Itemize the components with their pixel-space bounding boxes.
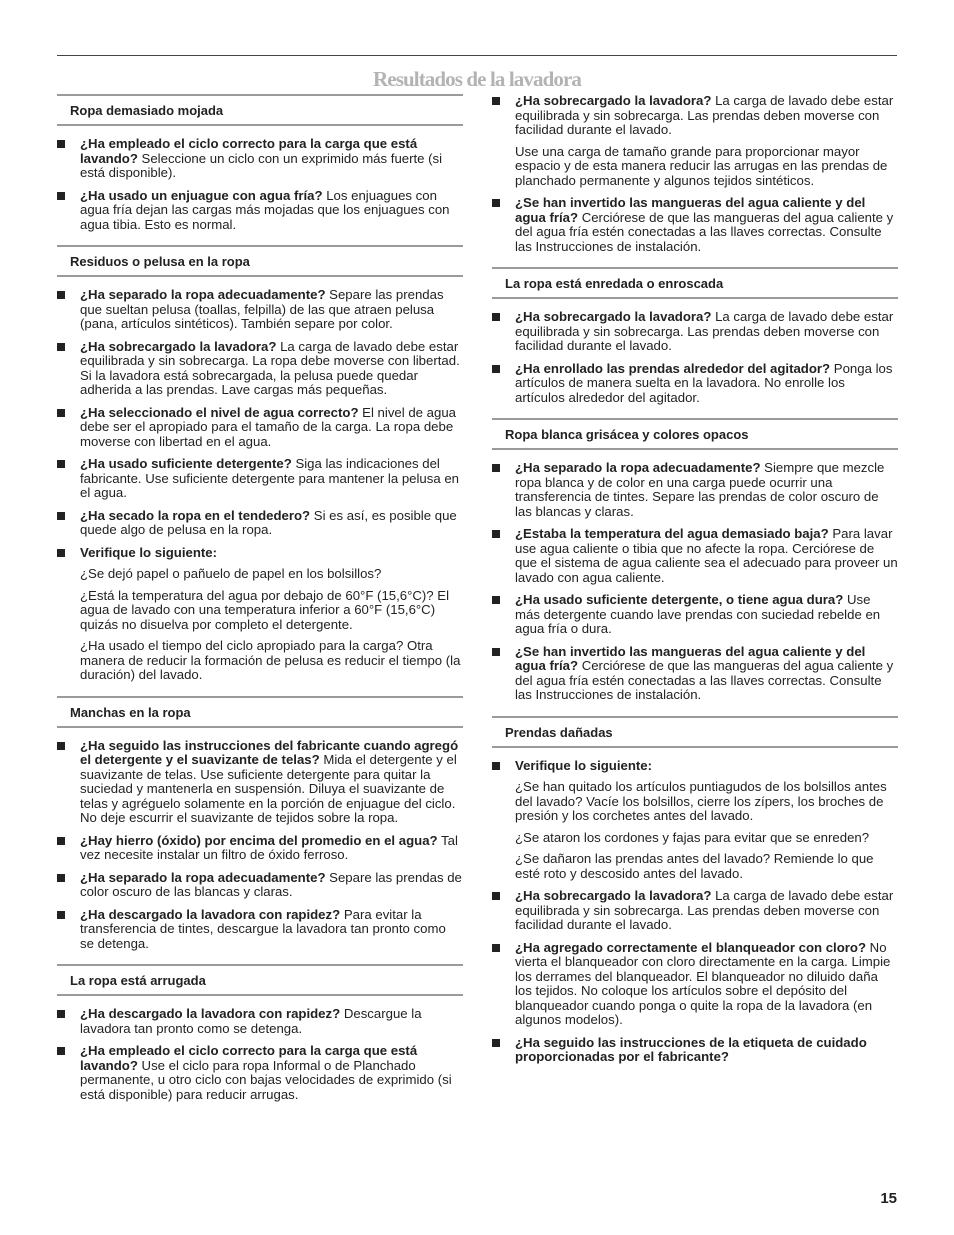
- square-bullet-icon: [57, 409, 65, 417]
- bullet-item: [492, 941, 898, 1028]
- answer-text: Use el ciclo para ropa Informal o de Planchado permanente, u otro ciclo con bajas velocidades de exprimido (si está disponible) para reducir arrugas.: [80, 1057, 452, 1102]
- answer-text: Siempre que mezcle ropa blanca y de color en una carga puede ocurrir una transferencia de tintes. Separe las prendas de color oscuro de las blancas y claras.: [515, 460, 885, 519]
- question-text: ¿Ha seleccionado el nivel de agua correcto?: [80, 404, 359, 420]
- answer-text: Cerciórese de que las mangueras del agua caliente y del agua fría estén conectadas a las llaves correctas. Consulte las Instrucciones de instalación.: [515, 209, 894, 254]
- question-text: ¿Ha sobrecargado la lavadora?: [515, 93, 712, 108]
- section: [492, 94, 898, 254]
- answer-text: Los enjuagues con agua fría dejan las cargas más mojadas que los enjuagues con agua tibia. Esto es normal.: [80, 187, 450, 232]
- bullet-item: [57, 1007, 463, 1036]
- answer-text: Para evitar la transferencia de tintes, descargue la lavadora tan pronto como se detenga.: [80, 906, 446, 951]
- square-bullet-icon: [492, 464, 500, 472]
- square-bullet-icon: [57, 911, 65, 919]
- square-bullet-icon: [57, 549, 65, 557]
- bullet-item: [492, 94, 898, 188]
- question-text: ¿Ha separado la ropa adecuadamente?: [80, 869, 326, 885]
- square-bullet-icon: [492, 892, 500, 900]
- section: [492, 418, 898, 703]
- answer-text: La carga de lavado debe estar equilibrada y sin sobrecarga. La ropa debe moverse con libertad. Si la lavadora está sobrecargada, la pelusa puede quedar adherida a las prendas. Lave cargas más pequeñas.: [80, 338, 460, 397]
- section: [57, 964, 463, 1102]
- question-text: ¿Ha empleado el ciclo correcto para la carga que está lavando?: [80, 1043, 418, 1073]
- square-bullet-icon: [57, 192, 65, 200]
- section-heading: Manchas en la ropa: [57, 696, 463, 728]
- square-bullet-icon: [492, 596, 500, 604]
- square-bullet-icon: [492, 1039, 500, 1047]
- answer-text: No vierta el blanqueador con cloro directamente en la carga. Limpie los derrames del blanqueador. El blanqueador no diluido daña los tejidos. No coloque los artículos sobre el depósito del blanqueador cuando ponga o quite la ropa de la lavadora (en algunos modelos).: [515, 939, 891, 1027]
- answer-text: Use más detergente cuando lave prendas con suciedad rebelde en agua fría o dura.: [515, 592, 881, 636]
- square-bullet-icon: [57, 1047, 65, 1055]
- question-text: ¿Se han invertido las mangueras del agua caliente y del agua fría?: [515, 643, 866, 673]
- bullet-item: [57, 834, 463, 863]
- question-text: ¿Estaba la temperatura del agua demasiado baja?: [515, 526, 829, 541]
- answer-text: La carga de lavado debe estar equilibrada y sin sobrecarga. Las prendas deben moverse con facilidad durante el lavado.: [515, 888, 894, 932]
- section-heading: Prendas dañadas: [492, 716, 898, 748]
- sub-paragraph: Use una carga de tamaño grande para proporcionar mayor espacio y de esta manera reducir las arrugas en las prendas de planchado permanente y algunos tejidos sintéticos.: [515, 143, 888, 188]
- right-column: [492, 94, 898, 1078]
- sub-paragraph: ¿Se dañaron las prendas antes del lavado? Remiende lo que esté roto y descosido antes del lavado.: [515, 851, 874, 881]
- bullet-item: [492, 362, 898, 406]
- answer-text: La carga de lavado debe estar equilibrada y sin sobrecarga. Las prendas deben moverse con facilidad durante el lavado.: [515, 93, 894, 137]
- section-heading: Residuos o pelusa en la ropa: [57, 245, 463, 277]
- question-text: ¿Ha usado un enjuague con agua fría?: [80, 187, 323, 203]
- question-text: ¿Ha seguido las instrucciones del fabricante cuando agregó el detergente y el suavizante de telas?: [80, 737, 459, 767]
- square-bullet-icon: [57, 837, 65, 845]
- answer-text: Mida el detergente y el suavizante de telas. Use suficiente detergente para quitar la suciedad y mantenerla en suspensión. Diluya el suavizante de telas y agréguelo solamente en la porción de enjuague del ciclo. No deje escurrir el suavizante de tejidos sobre la ropa.: [80, 752, 457, 825]
- answer-text: Si es así, es posible que quede algo de pelusa en la ropa.: [80, 507, 457, 537]
- section-heading: La ropa está enredada o enroscada: [492, 267, 898, 299]
- question-text: ¿Ha sobrecargado la lavadora?: [515, 888, 712, 903]
- bullet-item: [57, 871, 463, 900]
- answer-text: Para lavar use agua caliente o tibia que no afecte la ropa. Cerciórese de que el sistema de agua caliente sea el adecuado para proveer un lavado con agua caliente.: [515, 526, 898, 585]
- section: [57, 245, 463, 683]
- square-bullet-icon: [57, 512, 65, 520]
- square-bullet-icon: [57, 343, 65, 351]
- question-text: ¿Ha separado la ropa adecuadamente?: [515, 460, 761, 475]
- bullet-item: [492, 759, 898, 882]
- square-bullet-icon: [492, 97, 500, 105]
- square-bullet-icon: [57, 874, 65, 882]
- bullet-item: [492, 461, 898, 519]
- bullet-item: [57, 406, 463, 450]
- bullet-item: [57, 137, 463, 181]
- bullet-item: [492, 310, 898, 354]
- question-text: Verifique lo siguiente:: [515, 757, 653, 773]
- section: [492, 267, 898, 405]
- answer-text: Tal vez necesite instalar un filtro de óxido ferroso.: [80, 832, 458, 862]
- question-text: ¿Se han invertido las mangueras del agua caliente y del agua fría?: [515, 195, 866, 225]
- sub-paragraph: ¿Se han quitado los artículos puntiagudos de los bolsillos antes del lavado? Vacíe los bolsillos, cierre los zípers, los broches de presión y los corchetes antes del lavado.: [515, 779, 887, 823]
- bullet-item: [57, 457, 463, 501]
- section: [492, 716, 898, 1065]
- square-bullet-icon: [57, 140, 65, 148]
- question-text: ¿Ha sobrecargado la lavadora?: [515, 309, 712, 324]
- question-text: ¿Ha secado la ropa en el tendedero?: [80, 507, 311, 523]
- square-bullet-icon: [492, 199, 500, 207]
- question-text: ¿Ha sobrecargado la lavadora?: [80, 338, 277, 354]
- section-heading: La ropa está arrugada: [57, 964, 463, 996]
- left-column: [57, 94, 463, 1115]
- bullet-item: [57, 288, 463, 332]
- square-bullet-icon: [492, 365, 500, 373]
- square-bullet-icon: [492, 648, 500, 656]
- bullet-item: [57, 340, 463, 398]
- answer-text: Seleccione un ciclo con un exprimido más fuerte (si está disponible).: [80, 150, 443, 180]
- question-text: Verifique lo siguiente:: [80, 544, 218, 560]
- question-text: ¿Ha separado la ropa adecuadamente?: [80, 287, 326, 302]
- page-title: Resultados de la lavadora: [373, 67, 581, 91]
- square-bullet-icon: [492, 944, 500, 952]
- square-bullet-icon: [492, 313, 500, 321]
- question-text: ¿Ha usado suficiente detergente?: [80, 456, 292, 471]
- answer-text: Descargue la lavadora tan pronto como se detenga.: [80, 1006, 422, 1036]
- answer-text: Siga las indicaciones del fabricante. Use suficiente detergente para mantener la pelusa en el agua.: [80, 456, 460, 500]
- square-bullet-icon: [57, 460, 65, 468]
- bullet-item: [492, 196, 898, 254]
- question-text: ¿Ha descargado la lavadora con rapidez?: [80, 1006, 341, 1021]
- bullet-item: [57, 189, 463, 233]
- bullet-item: [57, 546, 463, 683]
- answer-text: El nivel de agua debe ser el apropiado para el tamaño de la carga. La ropa debe moverse con libertad en el agua.: [80, 404, 457, 449]
- square-bullet-icon: [57, 1010, 65, 1018]
- bullet-item: [57, 1044, 463, 1102]
- answer-text: Cerciórese de que las mangueras del agua caliente y del agua fría estén conectadas a las llaves correctas. Consulte las Instrucciones de instalación.: [515, 658, 894, 702]
- square-bullet-icon: [492, 762, 500, 770]
- bullet-item: [57, 509, 463, 538]
- question-text: ¿Ha usado suficiente detergente, o tiene agua dura?: [515, 592, 844, 607]
- section: [57, 94, 463, 232]
- square-bullet-icon: [57, 742, 65, 750]
- answer-text: La carga de lavado debe estar equilibrada y sin sobrecarga. Las prendas deben moverse con facilidad durante el lavado.: [515, 309, 894, 353]
- answer-text: Separe las prendas que sueltan pelusa (toallas, felpilla) de las que atraen pelusa (pana, artículos sintéticos). También separe por color.: [80, 287, 444, 331]
- question-text: ¿Ha empleado el ciclo correcto para la carga que está lavando?: [80, 136, 418, 166]
- bullet-item: [492, 1036, 898, 1065]
- bullet-item: [492, 645, 898, 703]
- sub-paragraph: ¿Ha usado el tiempo del ciclo apropiado para la carga? Otra manera de reducir la formación de pelusa es reducir el tiempo (la duración) del lavado.: [80, 638, 461, 682]
- bullet-item: [57, 739, 463, 826]
- question-text: ¿Ha enrollado las prendas alrededor del agitador?: [515, 360, 831, 376]
- section-heading: Ropa demasiado mojada: [57, 94, 463, 126]
- bullet-item: [492, 889, 898, 933]
- question-text: ¿Ha agregado correctamente el blanqueador con cloro?: [515, 939, 867, 955]
- question-text: ¿Ha descargado la lavadora con rapidez?: [80, 906, 341, 922]
- page-number: 15: [880, 1190, 897, 1207]
- sub-paragraph: ¿Se dejó papel o pañuelo de papel en los bolsillos?: [80, 566, 382, 581]
- question-text: ¿Hay hierro (óxido) por encima del promedio en el agua?: [80, 832, 438, 848]
- sub-paragraph: ¿Está la temperatura del agua por debajo de 60°F (15,6°C)? El agua de lavado con una temperatura inferior a 60°F (15,6°C) quizás no disuelva por completo el detergente.: [80, 587, 450, 632]
- top-rule: [57, 55, 897, 56]
- bullet-item: [492, 527, 898, 585]
- answer-text: Ponga los artículos de manera suelta en la lavadora. No enrolle los artículos alrededor del agitador.: [515, 360, 893, 405]
- bullet-item: [57, 908, 463, 952]
- question-text: ¿Ha seguido las instrucciones de la etiqueta de cuidado proporcionadas por el fabricante?: [515, 1034, 867, 1064]
- bullet-item: [492, 593, 898, 637]
- square-bullet-icon: [492, 530, 500, 538]
- sub-paragraph: ¿Se ataron los cordones y fajas para evitar que se enreden?: [515, 829, 870, 845]
- square-bullet-icon: [57, 291, 65, 299]
- section-heading: Ropa blanca grisácea y colores opacos: [492, 418, 898, 450]
- section: [57, 696, 463, 952]
- answer-text: Separe las prendas de color oscuro de las blancas y claras.: [80, 869, 462, 899]
